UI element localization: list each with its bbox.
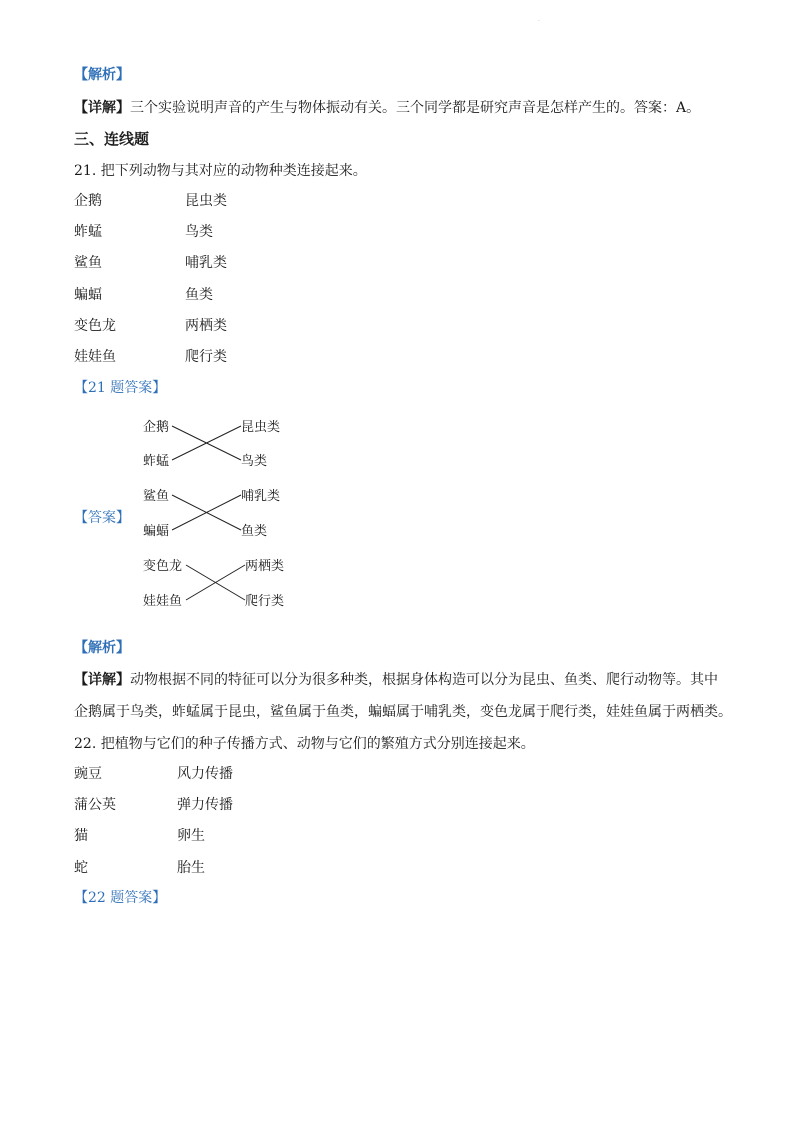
q21-right-3: 鱼类 [185,287,213,303]
q21-detail-tag: 【详解】 [74,672,130,688]
ans-right-0: 昆虫类 [241,420,281,435]
ans-left-2: 鲨鱼 [143,489,170,504]
ans-left-5: 娃娃鱼 [143,594,183,609]
ans-left-3: 蝙蝠 [143,524,170,539]
q21-right-2: 哺乳类 [185,255,227,271]
q21-detail-line1 [74,670,718,690]
q21-left-1: 蚱蜢 [74,224,102,240]
ans-left-4: 变色龙 [143,559,183,574]
q21-right-1: 鸟类 [185,224,213,240]
page-mark: . [538,16,540,23]
q21-right-5: 爬行类 [185,349,227,365]
q22-right-1: 弹力传播 [177,797,233,813]
q21-left-0: 企鹅 [74,193,102,209]
ans-left-1: 蚱蜢 [143,454,170,469]
ans-right-5: 爬行类 [245,594,285,609]
q21-left-2: 鲨鱼 [74,255,102,271]
section-title: 三、连线题 [74,130,150,148]
detail-tag: 【详解】 [74,100,130,116]
q22-left-1: 蒲公英 [74,797,116,813]
ans-right-4: 两栖类 [245,559,285,574]
q22-right-2: 卵生 [177,828,205,844]
ans-right-1: 鸟类 [241,454,268,469]
q21-right-0: 昆虫类 [185,193,227,209]
detail-text: 三个实验说明声音的产生与物体振动有关。三个同学都是研究声音是怎样产生的。答案：A。 [130,100,701,116]
q21-detail-line2: 企鹅属于鸟类，蚱蜢属于昆虫，鲨鱼属于鱼类，蝙蝠属于哺乳类，变色龙属于爬行类，娃娃鱼属于两栖类。 [74,704,732,720]
analysis-tag: 【解析】 [74,67,130,83]
q21-answer-tag: 【答案】 [74,510,130,526]
q21-left-4: 变色龙 [74,318,116,334]
q21-detail-text1: 动物根据不同的特征可以分为很多种类，根据身体构造可以分为昆虫、鱼类、爬行动物等。其中 [130,672,718,688]
q22-right-0: 风力传播 [177,766,233,782]
q21-analysis-tag: 【解析】 [74,640,130,656]
ans-left-0: 企鹅 [143,420,170,435]
q22-stem: 22. 把植物与它们的种子传播方式、动物与它们的繁殖方式分别连接起来。 [74,736,535,752]
q22-left-0: 豌豆 [74,766,102,782]
q22-answer-header: 【22 题答案】 [74,890,167,906]
q21-left-5: 娃娃鱼 [74,349,116,365]
q21-stem: 21. 把下列动物与其对应的动物种类连接起来。 [74,163,367,179]
q21-answer-header: 【21 题答案】 [74,380,167,396]
ans-right-3: 鱼类 [241,524,268,539]
q21-left-3: 蝙蝠 [74,287,102,303]
q22-right-3: 胎生 [177,860,205,876]
q21-right-4: 两栖类 [185,318,227,334]
q22-left-2: 猫 [74,828,88,844]
q22-left-3: 蛇 [74,860,88,876]
ans-right-2: 哺乳类 [241,489,281,504]
